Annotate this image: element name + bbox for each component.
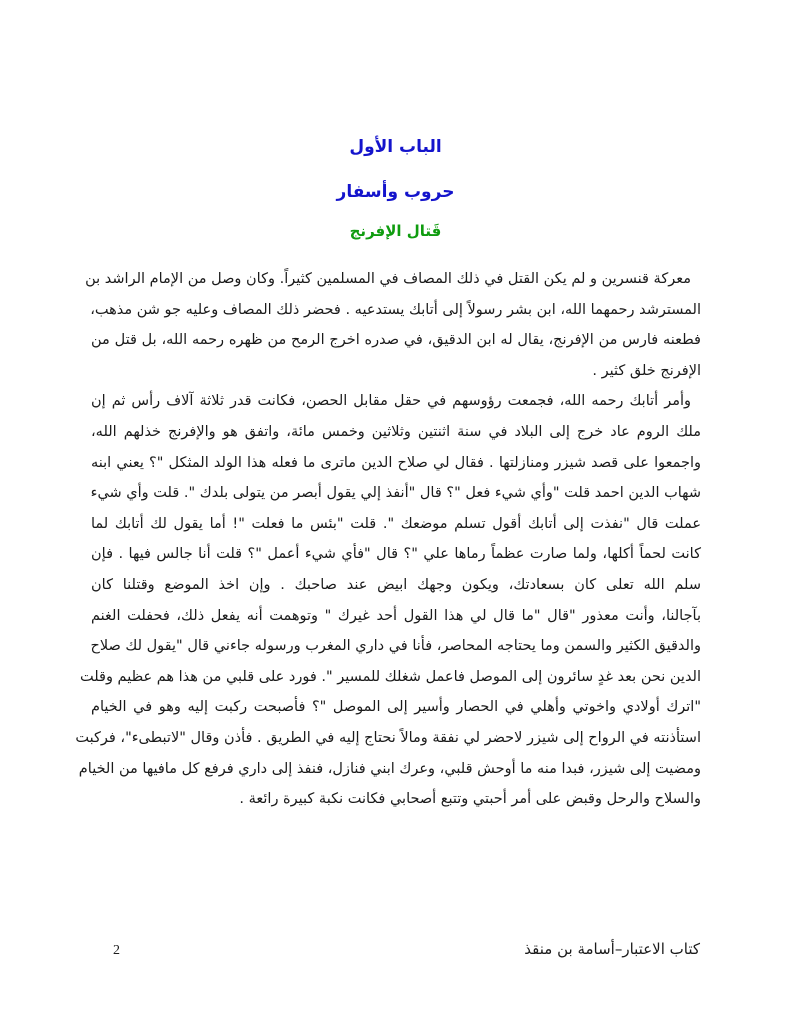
text-line: بآجالنا، وأنت معذور "قال "ما قال لي هذا القول أحد غيرك " وتوهمت أنه يفعل ذلك، فحفلت الغنم	[91, 607, 701, 624]
body-text	[75, 264, 701, 815]
text-line: واجمعوا على قصد شيزر ومنازلتها . فقال لي صلاح الدين ماترى ما فعله هذا الولد المثكل "؟ يعني ابنه	[91, 454, 701, 471]
footer-book-title: كتاب الاعتبار–أسامة بن منقذ	[524, 940, 700, 958]
chapter-heading: الباب الأول	[349, 137, 442, 157]
text-line: عملت قال "نفذت إلى أتابك أقول تسلم موضعك ". قلت "بئس ما فعلت "! أما يقول لك أتابك لما	[91, 515, 701, 532]
text-line: والسلاح والرحل وقبض على أمر أحبتي وتتبع أصحابي فكانت نكبة كبيرة رائعة .	[239, 791, 701, 808]
subsection-heading: قَتال الإفرنج	[349, 222, 442, 240]
text-line: معركة قنسرين و لم يكن القتل في ذلك المصاف في المسلمين كثيراً. وكان وصل من الإمام الراشد بن	[85, 271, 691, 287]
text-line: شهاب الدين احمد قلت "وأي شيء فعل "؟ قال "أنفذ إلي يقول أبصر من يتولى بلدك ". قلت وأي شيء	[90, 485, 701, 502]
text-line: ومضيت إلى شيزر، فبدا منه ما أوحش قلبي، وعرك ابني فنازل، فنفذ إلى داري فرفع كل مافيها من الخيام	[78, 760, 701, 777]
text-line: وأمر أتابك رحمه الله، فجمعت رؤوسهم في حقل مقابل الحصن، فكانت قدر ثلاثة آلاف رأس ثم إن	[91, 393, 691, 410]
footer-page-number: 2	[113, 943, 120, 958]
text-line: والدقيق الكثير والسمن وما يحتاجه المحاصر، فأنا في داري المغرب ورسوله جاءني قال "يقول لك صلاح	[90, 638, 701, 655]
paragraph	[85, 264, 701, 386]
text-line: المسترشد رحمهما الله، ابن بشر رسولاً إلى أتابك يستدعيه . فحضر ذلك المصاف وعليه جو شن مذهب،	[90, 301, 701, 318]
text-line: استأذنته في الرواح إلى شيزر لاحضر لي نفقة ومالاً نحتاج إليه في الطريق . فأذن وقال "لاتبطىء"، فركبت	[75, 729, 701, 746]
text-line: سلم الله تعلى كان بسعادتك، ويكون وجهك ابيض عند صاحبك . وإن اخذ الموضع وقتلنا كان	[91, 576, 701, 593]
text-line: الإفرنج خلق كثير .	[592, 362, 701, 379]
page-footer	[91, 940, 700, 959]
text-line: ملك الروم عاد خرج إلى البلاد في سنة اثنتين وثلاثين وخمس مائة، واتفق هو والإفرنج خذلهم الله،	[91, 423, 701, 440]
section-heading: حروب وأسفار	[336, 182, 455, 202]
text-line: فطعنه فارس من الإفرنج، يقال له ابن الدقيق، في صدره اخرج الرمح من ظهره رحمه الله، بل قتل من	[91, 332, 701, 349]
text-line: الدين نحن بعد غدٍ سائرون إلى الموصل فاعمل شغلك للمسير ". فورد على قلبي من هذا هم عظيم وقلت	[79, 668, 701, 685]
paragraph	[75, 386, 701, 814]
text-line: "اترك أولادي واخوتي وأهلي في الحصار وأسير إلى الموصل "؟ فأصبحت ركبت إليه وهو في الخيام	[91, 699, 701, 716]
text-line: كانت لحماً أكلها، ولما صارت عظماً رماها علي "؟ قال "فأي شيء أعمل "؟ قلت أنا جالس فيها . فإن	[91, 546, 701, 563]
